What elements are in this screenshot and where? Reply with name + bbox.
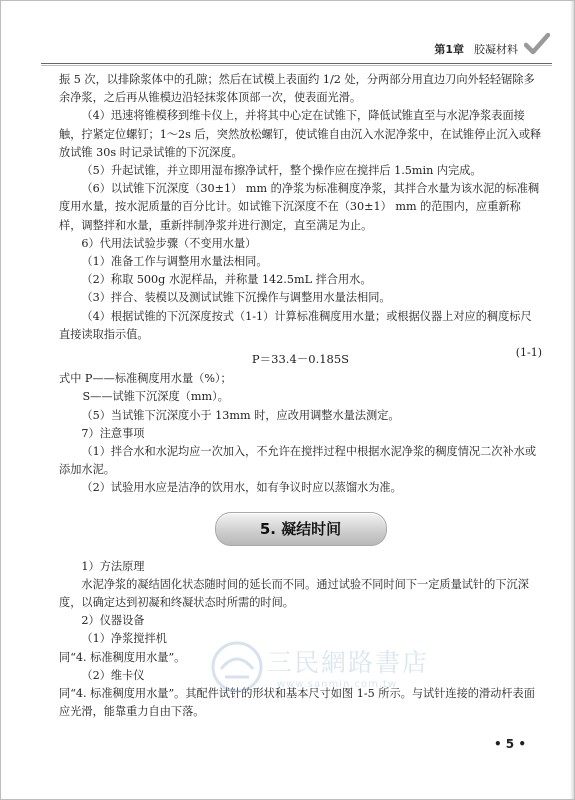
paragraph: （2）称取 500g 水泥样品，并称量 142.5mL 拌合用水。 (81, 273, 372, 287)
body-text (59, 71, 542, 722)
subheading: （2）维卡仪 (81, 668, 145, 682)
formula-definitions (59, 370, 542, 406)
page-number: • 5 • (493, 737, 526, 751)
page-edge-shadow (570, 1, 574, 799)
paragraph: （5）升起试锥，并立即用湿布擦净试杆，整个操作应在搅拌后 1.5min 内完成。 (81, 164, 482, 178)
paragraph: 振 5 次，以排除浆体中的孔隙；然后在试模上表面约 1/2 处，分两部分用直边刀向外轻轻锯除多余净浆，之后再从锥模边沿轻抹浆体顶部一次，使表面光滑。 (59, 73, 535, 105)
paragraph: 同“4. 标准稠度用水量”。 (59, 650, 186, 664)
paragraph: （1）准备工作与调整用水量法相同。 (81, 255, 268, 269)
definition-line: 式中 P——标准稠度用水量（%）； (59, 372, 232, 386)
definition-line: S——试锥下沉深度（mm）。 (82, 390, 229, 404)
paragraph: （4）根据试锥的下沉深度按式（1-1）计算标准稠度用水量；或根据仪器上对应的稠度标尺直接读取指示值。 (59, 309, 532, 341)
header-rule (41, 63, 552, 64)
subheading: （1）净浆搅拌机 (81, 632, 167, 646)
subheading: 2）仪器设备 (81, 614, 145, 628)
watermark-name: 三民網路書店 (267, 648, 430, 677)
section-title: 5. 凝结时间 (215, 512, 387, 546)
subheading: 6）代用法试验步骤（不变用水量） (81, 236, 257, 250)
formula-number: (1-1) (515, 346, 542, 360)
section-heading-wrap (59, 512, 542, 546)
paragraph: （5）当试锥下沉深度小于 13mm 时，应改用调整水量法测定。 (81, 408, 400, 422)
header-chapter: 第1章 (434, 43, 464, 56)
paragraph: （2）试验用水应是洁净的饮用水，如有争议时应以蒸馏水为准。 (81, 481, 402, 495)
subheading: 1）方法原理 (81, 559, 145, 573)
paragraph: （1）拌合水和水泥均应一次加入，不允许在搅拌过程中根据水泥净浆的稠度情况二次补水或添加水泥。 (59, 445, 537, 477)
formula (59, 346, 542, 368)
paragraph: （3）拌合、装模以及测试试锥下沉操作与调整用水量法相同。 (81, 291, 391, 305)
watermark-url: www.sanmin.com.tw (277, 679, 398, 690)
paragraph: 同“4. 标准稠度用水量”。其配件试针的形状和基本尺寸如图 1-5 所示。与试针连接的滑动杆表面应光滑，能靠重力自由下落。 (59, 687, 535, 719)
checkmark-icon (524, 33, 550, 55)
paragraph: （4）迅速将锥模移到维卡仪上，并将其中心定在试锥下，降低试锥直至与水泥净浆表面接触，拧紧定位螺钉；1～2s 后，突然放松螺钉，使试锥自由沉入水泥净浆中，在试锥停止沉入或释放试锥 30s 时记录试锥的下沉深度。 (59, 109, 542, 159)
paragraph: 水泥净浆的凝结固化状态随时间的延长而不同。通过试验不同时间下一定质量试针的下沉深度，以确定达到初凝和终凝状态时所需的时间。 (59, 577, 529, 610)
paragraph: （6）以试锥下沉深度（30±1） mm 的净浆为标准稠度净浆，其拌合水量为该水泥的标准稠度用水量，按水泥质量的百分比计。如试锥下沉深度不在（30±1） mm 的范围内，应重新称样，调整拌和水量，重新拌制净浆并进行测定，直至满足为止。 (59, 182, 540, 232)
subheading: 7）注意事项 (81, 426, 145, 440)
running-header (41, 41, 550, 65)
header-rule-thin (41, 65, 552, 66)
header-title: 胶凝材料 (474, 43, 518, 56)
formula-expression: P＝33.4－0.185S (251, 352, 350, 367)
